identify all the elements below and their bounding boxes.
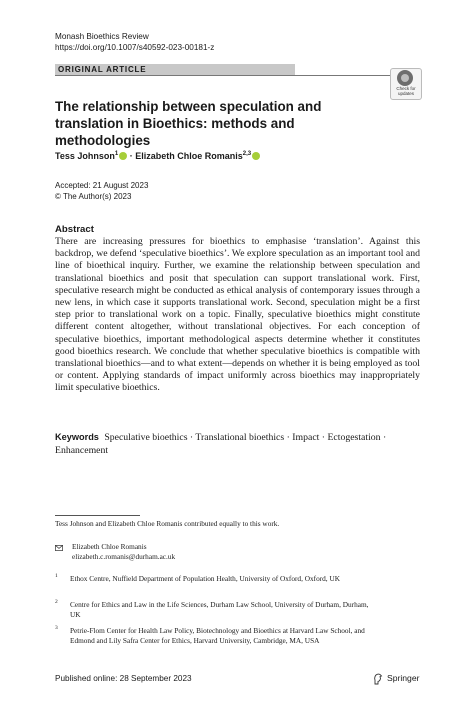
author-name[interactable]: Tess Johnson	[55, 151, 115, 161]
affiliation-text: Petrie-Flom Center for Health Law Policy, Biotechnology and Bioethics at Harvard Law School, and Edmond and Lily Safra Center for Ethics, Harvard University, Cambridge, MA, USA	[70, 626, 365, 645]
keywords-label: Keywords	[55, 432, 99, 442]
author-list	[55, 148, 260, 162]
affiliation-text: Centre for Ethics and Law in the Life Sciences, Durham Law School, University of Durham, Durham, UK	[70, 600, 369, 619]
envelope-icon	[55, 545, 63, 551]
orcid-icon[interactable]	[252, 152, 260, 160]
author-affiliation-ref: 1	[114, 151, 119, 157]
keywords-list: Speculative bioethics · Translational bioethics · Impact · Ectogestation · Enhancement	[55, 432, 387, 456]
published-date: Published online: 28 September 2023	[55, 674, 192, 683]
article-title: The relationship between speculation and translation in Bioethics: methods and methodologies	[55, 99, 322, 148]
journal-name: Monash Bioethics Review	[55, 32, 149, 41]
affiliation-text: Ethox Centre, Nuffield Department of Population Health, University of Oxford, Oxford, UK	[70, 574, 340, 583]
springer-horse-icon	[372, 673, 384, 685]
author-affiliation-ref: 2,3	[242, 151, 252, 157]
contribution-note: Tess Johnson and Elizabeth Chloe Romanis contributed equally to this work.	[55, 519, 280, 528]
keywords	[55, 431, 420, 457]
affiliation-number: 3	[55, 625, 58, 631]
doi-link[interactable]: https://doi.org/10.1007/s40592-023-00181-z	[55, 43, 215, 52]
updates-icon-center	[401, 74, 409, 82]
orcid-icon[interactable]	[119, 152, 127, 160]
affiliation-number: 2	[55, 599, 58, 605]
footnote-rule	[55, 515, 140, 516]
abstract-heading: Abstract	[55, 224, 94, 235]
copyright-notice: © The Author(s) 2023	[55, 192, 132, 201]
author-name[interactable]: Elizabeth Chloe Romanis	[135, 151, 243, 161]
corresponding-email[interactable]: elizabeth.c.romanis@durham.ac.uk	[72, 552, 176, 561]
accepted-date: Accepted: 21 August 2023	[55, 181, 149, 190]
publisher-name: Springer	[387, 673, 420, 683]
article-type-label: ORIGINAL ARTICLE	[58, 65, 147, 74]
header-rule	[55, 75, 420, 76]
updates-label: Check for updates	[396, 86, 416, 96]
corresponding-author: Elizabeth Chloe Romanis	[72, 542, 147, 551]
author-separator: ·	[129, 151, 133, 161]
affiliation-number: 1	[55, 573, 58, 579]
abstract-body: There are increasing pressures for bioethics to emphasise ‘translation’. Against this backdrop, we defend ‘speculative bioethics’. We explore speculation as an important tool and line of bioethical inquiry. Further, we examine the relationship between speculation and translational bioethics and posit that speculation can support translational work. First, speculative research might be conducted as ethical analysis of contemporary issues through a new lens, in which case it supports translational work. Second, speculation might be a first step prior to translational work on a topic. Finally, speculative bioethics might constitute different content altogether, without translational objectives. For each conception of speculative bioethics, important methodological aspects determine whether it constitutes good bioethics research. We conclude that whether speculative bioethics is compatible with translational bioethics—and to what extent—depends on whether it is being employed as tool or content. Applying standards of impact uniformly across bioethics may inappropriately limit speculative bioethics.	[55, 236, 421, 394]
